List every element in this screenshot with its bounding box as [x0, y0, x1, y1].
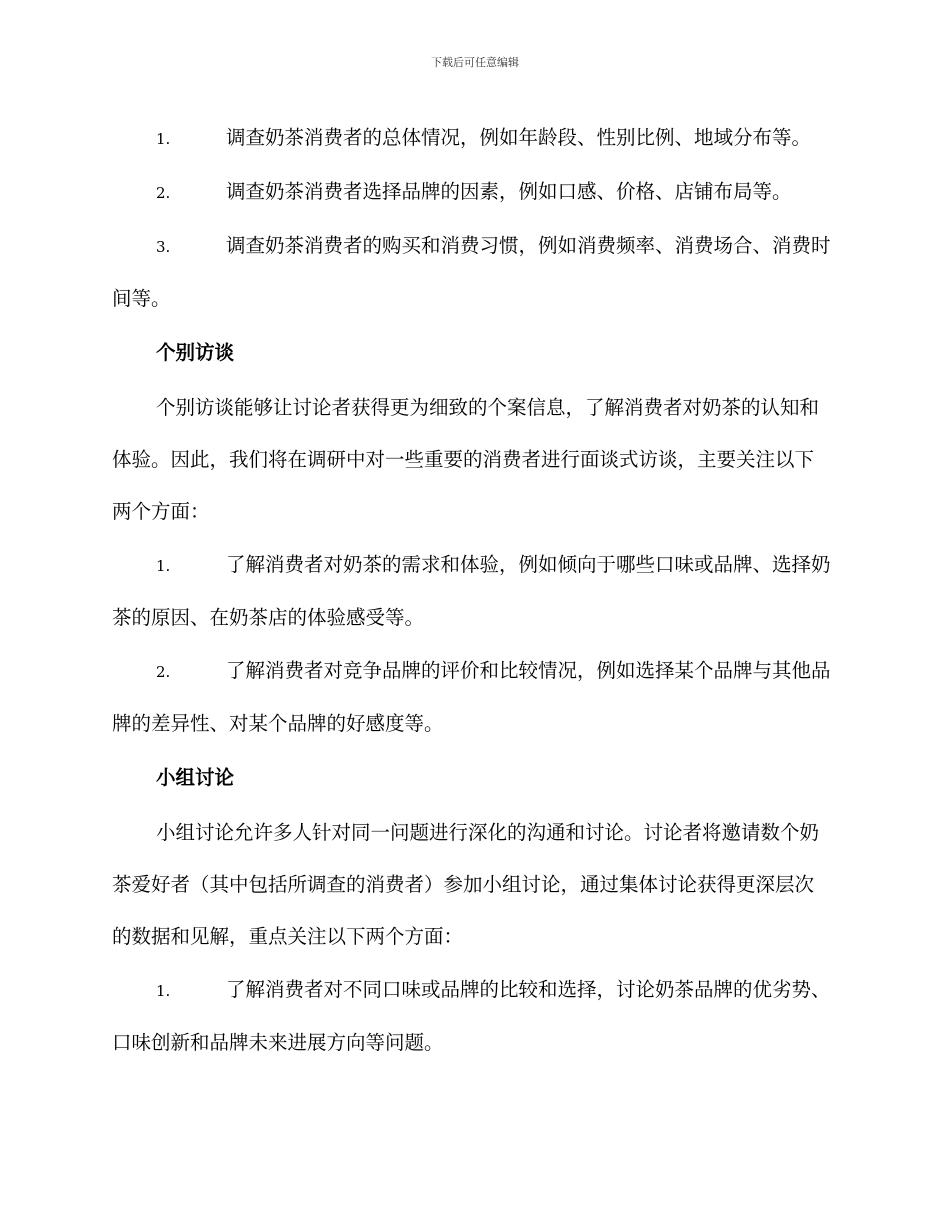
section-heading-interviews: 个别访谈	[156, 341, 235, 364]
paragraph-group-intro: 小组讨论允许多人针对同一问题进行深化的沟通和讨论。讨论者将邀请数个奶茶爱好者（其中包括所调查的消费者）参加小组讨论，通过集体讨论获得更深层次的数据和见解，重点关注以下两个方面：	[112, 821, 820, 948]
list-item	[112, 112, 832, 165]
list-item	[112, 964, 832, 1069]
list-number: 2.	[156, 663, 171, 681]
list-number: 1.	[156, 130, 171, 148]
list-text: 调查奶茶消费者的总体情况，例如年龄段、性别比例、地域分布等。	[226, 126, 812, 149]
list-number: 3.	[156, 238, 171, 256]
list-text: 调查奶茶消费者的购买和消费习惯，例如消费频率、消费场合、消费时间等。	[112, 234, 831, 310]
list-item	[112, 539, 832, 644]
list-item	[112, 645, 832, 750]
list-text: 调查奶茶消费者选择品牌的因素，例如口感、价格、店铺布局等。	[226, 180, 792, 203]
list-item	[112, 220, 832, 325]
document-body	[112, 112, 832, 1070]
list-text: 了解消费者对奶茶的需求和体验，例如倾向于哪些口味或品牌、选择奶茶的原因、在奶茶店的体验感受等。	[112, 553, 831, 629]
list-text: 了解消费者对不同口味或品牌的比较和选择，讨论奶茶品牌的优劣势、口味创新和品牌未来进展方向等问题。	[112, 978, 831, 1054]
paragraph-interviews-intro: 个别访谈能够让讨论者获得更为细致的个案信息，了解消费者对奶茶的认知和体验。因此，我们将在调研中对一些重要的消费者进行面谈式访谈，主要关注以下两个方面：	[112, 396, 820, 523]
list-text: 了解消费者对竞争品牌的评价和比较情况，例如选择某个品牌与其他品牌的差异性、对某个品牌的好感度等。	[112, 659, 831, 735]
list-number: 2.	[156, 184, 171, 202]
section-heading-group-discussion: 小组讨论	[156, 766, 235, 789]
list-number: 1.	[156, 982, 171, 1000]
page-header: 下载后可任意编辑	[431, 56, 519, 69]
list-number: 1.	[156, 557, 171, 575]
list-item	[112, 166, 832, 219]
